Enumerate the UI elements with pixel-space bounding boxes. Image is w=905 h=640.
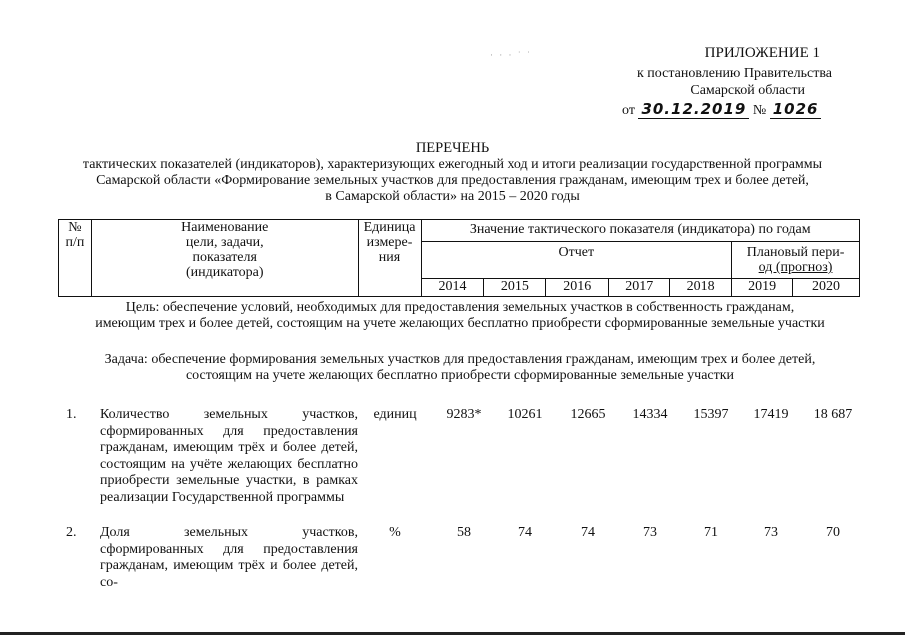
year-cell: 2015 bbox=[484, 279, 546, 297]
decree-line bbox=[622, 100, 821, 119]
indicator-1-value-2014: 9283* bbox=[446, 407, 482, 422]
scan-noise: · · · ˙ ˙ bbox=[490, 50, 532, 60]
indicator-2-value-2014: 58 bbox=[457, 525, 471, 540]
year-cell: 2014 bbox=[421, 279, 484, 297]
year-cell: 2018 bbox=[670, 279, 732, 297]
header-col-number: № п/п bbox=[59, 220, 92, 297]
indicator-1-value-2015: 10261 bbox=[507, 407, 543, 422]
indicator-1-unit: единиц bbox=[373, 407, 417, 422]
number-label: № bbox=[752, 103, 767, 118]
header-col-values: Значение тактического показателя (индикатора) по годам bbox=[421, 220, 860, 242]
year-cell: 2017 bbox=[609, 279, 670, 297]
indicator-1-value-2019: 17419 bbox=[753, 407, 789, 422]
indicator-1-number: 1. bbox=[66, 407, 77, 422]
document-title: ПЕРЕЧЕНЬ bbox=[415, 140, 490, 156]
year-cell: 2016 bbox=[546, 279, 609, 297]
header-col-name: Наименование цели, задачи, показателя (индикатора) bbox=[91, 220, 358, 297]
indicator-2-value-2015: 74 bbox=[518, 525, 532, 540]
header-plan: Плановый пери- од (прогноз) bbox=[732, 242, 860, 279]
title-line-3: в Самарской области» на 2015 – 2020 годы bbox=[325, 189, 580, 204]
indicator-table-header bbox=[58, 219, 860, 297]
indicator-2-value-2020: 70 bbox=[826, 525, 840, 540]
scan-edge bbox=[0, 632, 905, 635]
header-col-unit: Единица измере- ния bbox=[358, 220, 421, 297]
indicator-2-value-2016: 74 bbox=[581, 525, 595, 540]
header-report: Отчет bbox=[421, 242, 732, 279]
decree-number: 1026 bbox=[770, 100, 822, 119]
year-cell: 2019 bbox=[732, 279, 793, 297]
indicator-2-value-2019: 73 bbox=[764, 525, 778, 540]
indicator-1-name: Количество земельных участков, сформированных для предоставления гражданам, имеющим трёх и более детей, состоящим на учёте желающих бесплатно приобрести земельные участки, в рамках реализации Государственной программы bbox=[100, 407, 358, 505]
from-label: от bbox=[622, 103, 635, 118]
indicator-2-value-2018: 71 bbox=[704, 525, 718, 540]
indicator-1-value-2020: 18 687 bbox=[813, 407, 853, 422]
indicator-1-value-2017: 14334 bbox=[632, 407, 668, 422]
goal-text: Цель: обеспечение условий, необходимых для предоставления земельных участков в собственность гражданам, имеющим трех и более детей, состоящим на учете желающих бесплатно приобрести сформированные земельные участки bbox=[95, 300, 825, 331]
indicator-2-name: Доля земельных участков, сформированных для предоставления гражданам, имеющим трёх и более детей, со- bbox=[100, 525, 358, 590]
region-name: Самарской области bbox=[690, 83, 805, 98]
indicator-2-value-2017: 73 bbox=[643, 525, 657, 540]
year-cell: 2020 bbox=[793, 279, 860, 297]
indicator-1-value-2018: 15397 bbox=[693, 407, 729, 422]
indicator-2-unit: % bbox=[389, 525, 401, 540]
decree-date: 30.12.2019 bbox=[638, 100, 749, 119]
task-text: Задача: обеспечение формирования земельных участков для предоставления гражданам, имеющим трех и более детей, состоящим на учете желающих бесплатно приобрести сформированные земельные участки bbox=[104, 352, 816, 383]
decree-reference: к постановлению Правительства bbox=[636, 66, 832, 81]
indicator-1-value-2016: 12665 bbox=[570, 407, 606, 422]
appendix-title: ПРИЛОЖЕНИЕ 1 bbox=[704, 45, 820, 61]
indicator-2-number: 2. bbox=[66, 525, 77, 540]
title-line-1: тактических показателей (индикаторов), характеризующих ежегодный ход и итоги реализации государственной программы bbox=[82, 157, 823, 172]
title-line-2: Самарской области «Формирование земельных участков для предоставления гражданам, имеющим трех и более детей, bbox=[96, 173, 809, 188]
